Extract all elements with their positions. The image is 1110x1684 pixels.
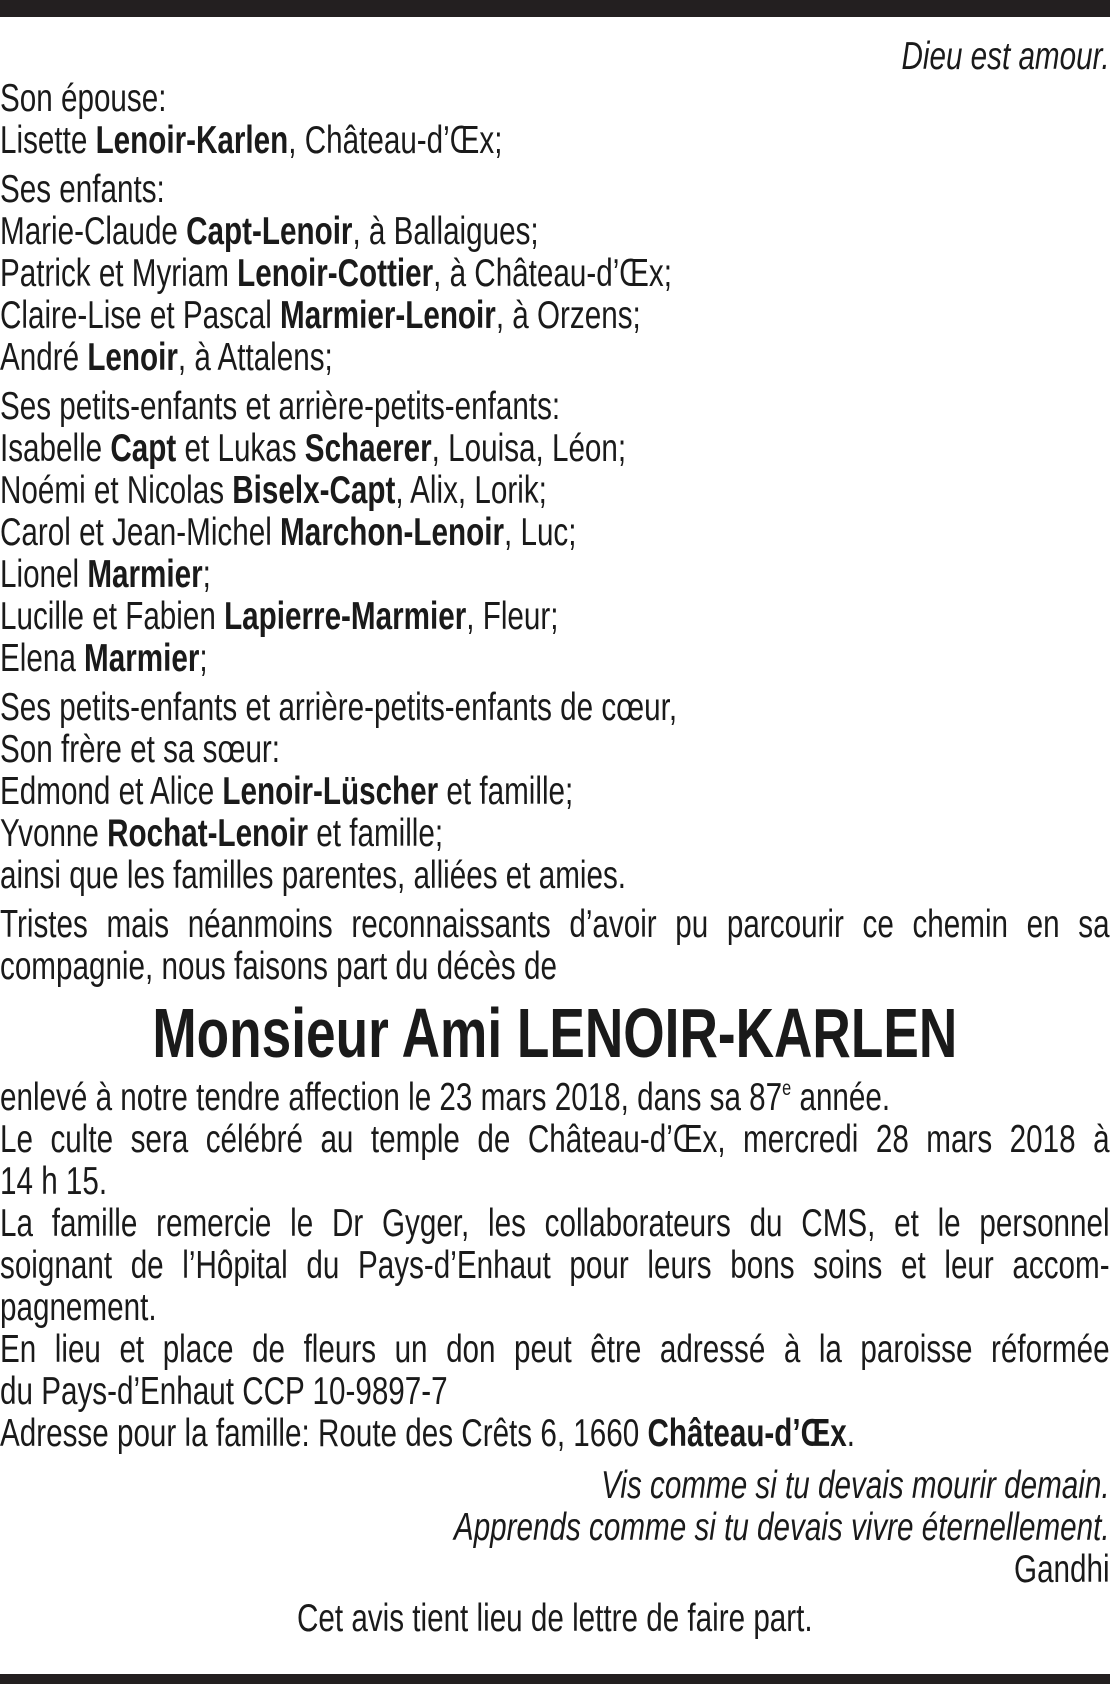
deceased-name: Monsieur Ami LENOIR-KARLEN [152, 994, 958, 1072]
death-text: enlevé à notre tendre affection le 23 mars 2018, dans sa 87 [0, 1076, 783, 1119]
donation-line: En lieu et place de fleurs un don peut être adressé à la paroisse réformée [0, 1329, 1110, 1371]
family-text: Patrick et Myriam [0, 252, 238, 295]
obituary-notice [0, 36, 1110, 1640]
quote-line: Apprends comme si tu devais vivre éternellement. [453, 1506, 1110, 1549]
death-text-end: année. [791, 1076, 891, 1119]
family-line [0, 428, 1110, 470]
family-line [0, 638, 1110, 680]
family-text: et Lukas [176, 427, 305, 470]
family-text: Ses enfants: [0, 168, 165, 211]
family-group [0, 386, 1110, 680]
family-text: Lionel [0, 553, 88, 596]
donation-line: du Pays-d’Enhaut CCP 10-9897-7 [0, 1370, 448, 1413]
address-text: Adresse pour la famille: Route des Crêts 6, 1660 [0, 1412, 648, 1455]
family-surname: Marmier-Lenoir [280, 294, 496, 337]
quote-line: Vis comme si tu devais mourir demain. [601, 1464, 1110, 1507]
intro-paragraph [0, 904, 1110, 988]
intro-line: Tristes mais néanmoins reconnaissants d’avoir pu parcourir ce chemin en sa [0, 904, 1110, 946]
family-text: André [0, 336, 88, 379]
thanks-line: soignant de l’Hôpital du Pays-d’Enhaut pour leurs bons soins et leur accom- [0, 1245, 1110, 1287]
quote-author: Gandhi [1014, 1548, 1110, 1591]
family-text: Claire-Lise et Pascal [0, 294, 281, 337]
family-text: , Louisa, Léon; [431, 427, 627, 470]
family-text: , à Orzens; [495, 294, 641, 337]
family-line [0, 386, 1110, 428]
family-line [0, 687, 1110, 729]
family-text: et famille; [438, 770, 574, 813]
family-surname: Capt-Lenoir [186, 210, 353, 253]
family-text: Elena [0, 637, 85, 680]
family-text: Isabelle [0, 427, 111, 470]
family-text: ainsi que les familles parentes, alliées et amies. [0, 854, 627, 897]
death-line [0, 1077, 1110, 1119]
family-surname: Lenoir-Karlen [95, 119, 289, 162]
family-surname: Marmier [87, 553, 203, 596]
family-line [0, 253, 1110, 295]
family-group [0, 687, 1110, 897]
footer-note: Cet avis tient lieu de lettre de faire part. [296, 1597, 813, 1640]
family-line [0, 729, 1110, 771]
family-line [0, 512, 1110, 554]
family-line [0, 813, 1110, 855]
family-text: , Luc; [503, 511, 577, 554]
family-text: , Fleur; [466, 595, 559, 638]
epigraph: Dieu est amour. [901, 35, 1110, 78]
thanks-line: La famille remercie le Dr Gyger, les collaborateurs du CMS, et le personnel [0, 1203, 1110, 1245]
family-text: Marie-Claude [0, 210, 187, 253]
family-text: , à Château-d’Œx; [433, 252, 672, 295]
family-surname: Marmier [84, 637, 200, 680]
family-line [0, 211, 1110, 253]
family-line [0, 337, 1110, 379]
family-text: , à Attalens; [177, 336, 333, 379]
family-text: Lucille et Fabien [0, 595, 225, 638]
family-surname: Capt [110, 427, 177, 470]
family-surname: Lenoir-Lüscher [222, 770, 439, 813]
family-line [0, 78, 1110, 120]
family-text: Lisette [0, 119, 96, 162]
ordinal-suffix: e [782, 1076, 792, 1100]
family-group [0, 169, 1110, 379]
family-group [0, 78, 1110, 162]
service-line: Le culte sera célébré au temple de Château-d’Œx, mercredi 28 mars 2018 à [0, 1119, 1110, 1161]
family-surname: Schaerer [304, 427, 432, 470]
service-line: 14 h 15. [0, 1160, 108, 1203]
address-town: Château-d’Œx [647, 1412, 847, 1455]
family-text: Edmond et Alice [0, 770, 223, 813]
address-end: . [846, 1412, 855, 1455]
family-line [0, 120, 1110, 162]
family-line [0, 855, 1110, 897]
family-line [0, 295, 1110, 337]
family-line [0, 771, 1110, 813]
family-text: , Alix, Lorik; [395, 469, 547, 512]
family-text: Noémi et Nicolas [0, 469, 233, 512]
family-text: Son frère et sa sœur: [0, 728, 281, 771]
family-text: et famille; [308, 812, 444, 855]
family-surname: Biselx-Capt [232, 469, 396, 512]
family-text: Yvonne [0, 812, 108, 855]
family-text: Ses petits-enfants et arrière-petits-enfants de cœur, [0, 686, 678, 729]
details-paragraph [0, 1077, 1110, 1455]
bottom-rule [0, 1674, 1110, 1684]
address-line [0, 1413, 1110, 1455]
family-line [0, 470, 1110, 512]
family-text: ; [202, 553, 211, 596]
family-text: , Château-d’Œx; [288, 119, 503, 162]
family-surname: Lenoir [87, 336, 178, 379]
family-list [0, 78, 1110, 897]
family-line [0, 596, 1110, 638]
family-surname: Rochat-Lenoir [107, 812, 309, 855]
family-text: Son épouse: [0, 77, 167, 120]
family-line [0, 554, 1110, 596]
quote [0, 1465, 1110, 1591]
family-line [0, 169, 1110, 211]
top-rule [0, 0, 1110, 17]
family-text: Carol et Jean-Michel [0, 511, 281, 554]
family-surname: Lapierre-Marmier [224, 595, 467, 638]
thanks-line: pagnement. [0, 1286, 157, 1329]
intro-line: compagnie, nous faisons part du décès de [0, 945, 557, 988]
family-text: , à Ballaigues; [352, 210, 539, 253]
family-surname: Lenoir-Cottier [237, 252, 434, 295]
family-surname: Marchon-Lenoir [280, 511, 504, 554]
family-text: Ses petits-enfants et arrière-petits-enfants: [0, 385, 561, 428]
family-text: ; [199, 637, 208, 680]
